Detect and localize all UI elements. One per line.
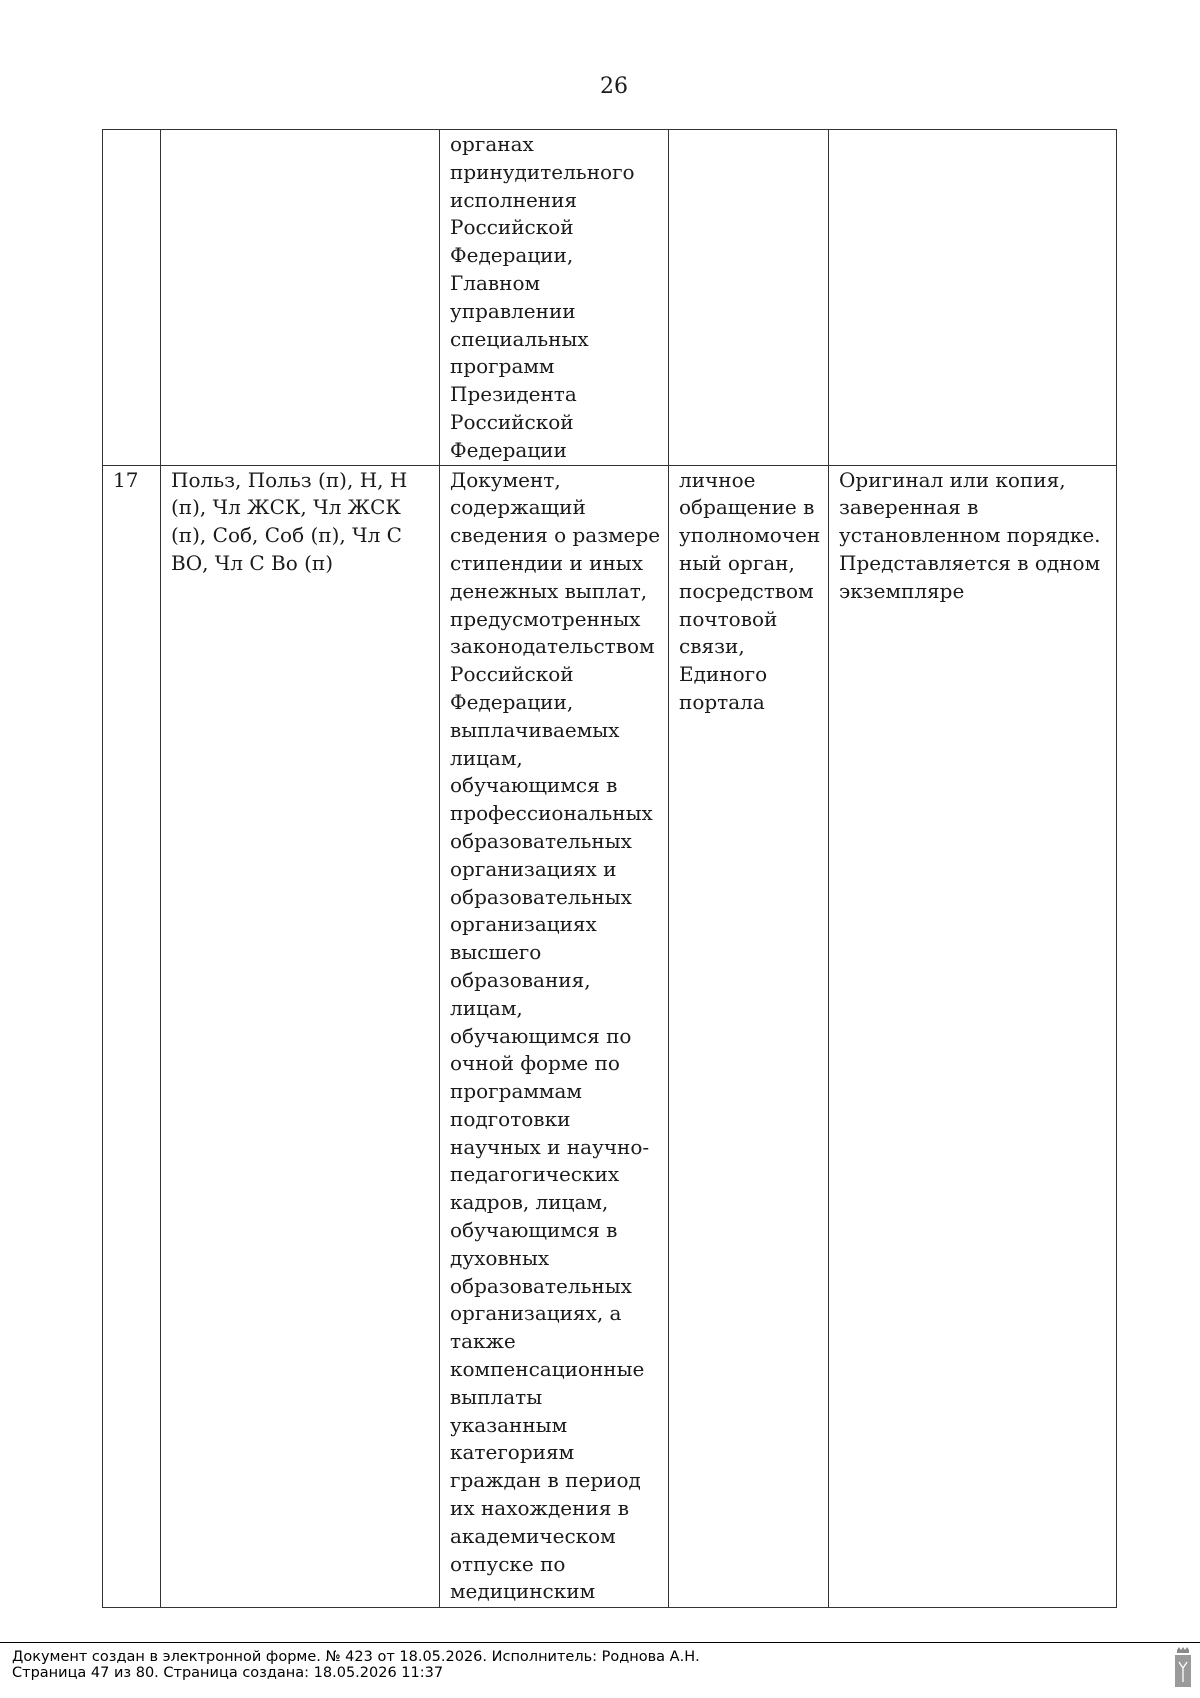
cell-requirements bbox=[829, 130, 1117, 466]
text-line: академическом bbox=[450, 1523, 616, 1548]
text-line: Единого bbox=[679, 662, 768, 687]
text-line: установленном порядке. bbox=[839, 523, 1101, 548]
text-line: Представляется в одном bbox=[839, 550, 1101, 575]
footer-divider bbox=[0, 1642, 1200, 1643]
cell-categories bbox=[161, 465, 440, 1607]
text-line: также bbox=[450, 1329, 516, 1354]
text-line: принудительного bbox=[450, 159, 635, 184]
text-line: программам bbox=[450, 1079, 582, 1104]
row-number: 17 bbox=[113, 467, 139, 492]
coat-of-arms-icon bbox=[1173, 1646, 1193, 1688]
text-line: органах bbox=[450, 132, 534, 156]
text-line: организациях bbox=[450, 912, 597, 937]
table-row-17 bbox=[103, 465, 1117, 1607]
text-line: (п), Чл ЖСК, Чл ЖСК bbox=[171, 495, 401, 520]
text-line: стипендии и иных bbox=[450, 550, 643, 575]
text-line: Польз, Польз (п), Н, Н bbox=[171, 467, 408, 492]
text-line: связи, bbox=[679, 634, 745, 659]
text-line: уполномочен bbox=[679, 523, 821, 548]
cell-number bbox=[103, 465, 161, 1607]
text-line: заверенная в bbox=[839, 495, 979, 520]
text-line: Президента bbox=[450, 382, 577, 407]
text-line: сведения о размере bbox=[450, 523, 661, 548]
text-line: образовательных bbox=[450, 1273, 632, 1298]
text-line: экземпляре bbox=[839, 578, 965, 603]
text-line: личное bbox=[679, 467, 756, 492]
text-line: обучающимся по bbox=[450, 1023, 632, 1048]
text-line: выплачиваемых bbox=[450, 717, 620, 742]
text-line: образовательных bbox=[450, 828, 632, 853]
footer-line-2: Страница 47 из 80. Страница создана: 18.05.2026 11:37 bbox=[12, 1665, 444, 1681]
text-line: обучающимся в bbox=[450, 773, 618, 798]
text-line: очной форме по bbox=[450, 1051, 620, 1076]
text-line: Главном bbox=[450, 270, 541, 295]
text-line: образования, bbox=[450, 967, 591, 992]
cell-document bbox=[440, 465, 669, 1607]
cell-method bbox=[669, 130, 829, 466]
text-line: Федерации, bbox=[450, 689, 574, 714]
text-line: организациях и bbox=[450, 856, 617, 881]
text-line: граждан в период bbox=[450, 1468, 641, 1493]
text-line: портала bbox=[679, 689, 765, 714]
text-line: подготовки bbox=[450, 1106, 571, 1131]
documents-table bbox=[102, 129, 1117, 1608]
text-line: Российской bbox=[450, 409, 574, 434]
text-line: Федерации, bbox=[450, 243, 574, 268]
text-line: почтовой bbox=[679, 606, 778, 631]
text-line: законодательством bbox=[450, 634, 655, 659]
text-line: профессиональных bbox=[450, 801, 653, 826]
text-line: Документ, bbox=[450, 467, 561, 492]
text-line: организациях, а bbox=[450, 1301, 622, 1326]
text-line: их нахождения в bbox=[450, 1496, 629, 1521]
text-line: кадров, лицам, bbox=[450, 1190, 609, 1215]
text-line: медицинским bbox=[450, 1579, 596, 1604]
text-line: Российской bbox=[450, 215, 574, 240]
footer-line-1: Документ создан в электронной форме. № 423 от 18.05.2026. Исполнитель: Роднова А.Н. bbox=[12, 1649, 700, 1665]
text-line: обучающимся в bbox=[450, 1218, 618, 1243]
text-line: выплаты bbox=[450, 1384, 543, 1409]
cell-document bbox=[440, 130, 669, 466]
text-line: научных и научно- bbox=[450, 1134, 650, 1159]
cell-requirements bbox=[829, 465, 1117, 1607]
text-line: отпуске по bbox=[450, 1551, 566, 1576]
cell-method bbox=[669, 465, 829, 1607]
text-line: управлении bbox=[450, 298, 576, 323]
text-line: духовных bbox=[450, 1245, 550, 1270]
text-line: Оригинал или копия, bbox=[839, 467, 1066, 492]
cell-categories bbox=[161, 130, 440, 466]
text-line: обращение в bbox=[679, 495, 815, 520]
cell-number bbox=[103, 130, 161, 466]
text-line: категориям bbox=[450, 1440, 575, 1465]
page-number: 26 bbox=[600, 74, 628, 99]
table-row-continuation bbox=[103, 130, 1117, 466]
text-line: указанным bbox=[450, 1412, 568, 1437]
text-line: денежных выплат, bbox=[450, 578, 648, 603]
text-line: предусмотренных bbox=[450, 606, 641, 631]
text-line: посредством bbox=[679, 578, 814, 603]
text-line: образовательных bbox=[450, 884, 632, 909]
text-line: лицам, bbox=[450, 995, 523, 1020]
text-line: программ bbox=[450, 354, 555, 379]
text-line: ный орган, bbox=[679, 550, 795, 575]
text-line: содержащий bbox=[450, 495, 586, 520]
text-line: Российской bbox=[450, 662, 574, 687]
text-line: специальных bbox=[450, 326, 589, 351]
text-line: компенсационные bbox=[450, 1357, 645, 1382]
text-line: исполнения bbox=[450, 187, 578, 212]
footer bbox=[12, 1649, 700, 1681]
text-line: высшего bbox=[450, 940, 542, 965]
text-line: Федерации bbox=[450, 437, 567, 462]
text-line: (п), Соб, Соб (п), Чл С bbox=[171, 523, 402, 548]
text-line: ВО, Чл С Во (п) bbox=[171, 550, 334, 575]
text-line: педагогических bbox=[450, 1162, 620, 1187]
text-line: лицам, bbox=[450, 745, 523, 770]
